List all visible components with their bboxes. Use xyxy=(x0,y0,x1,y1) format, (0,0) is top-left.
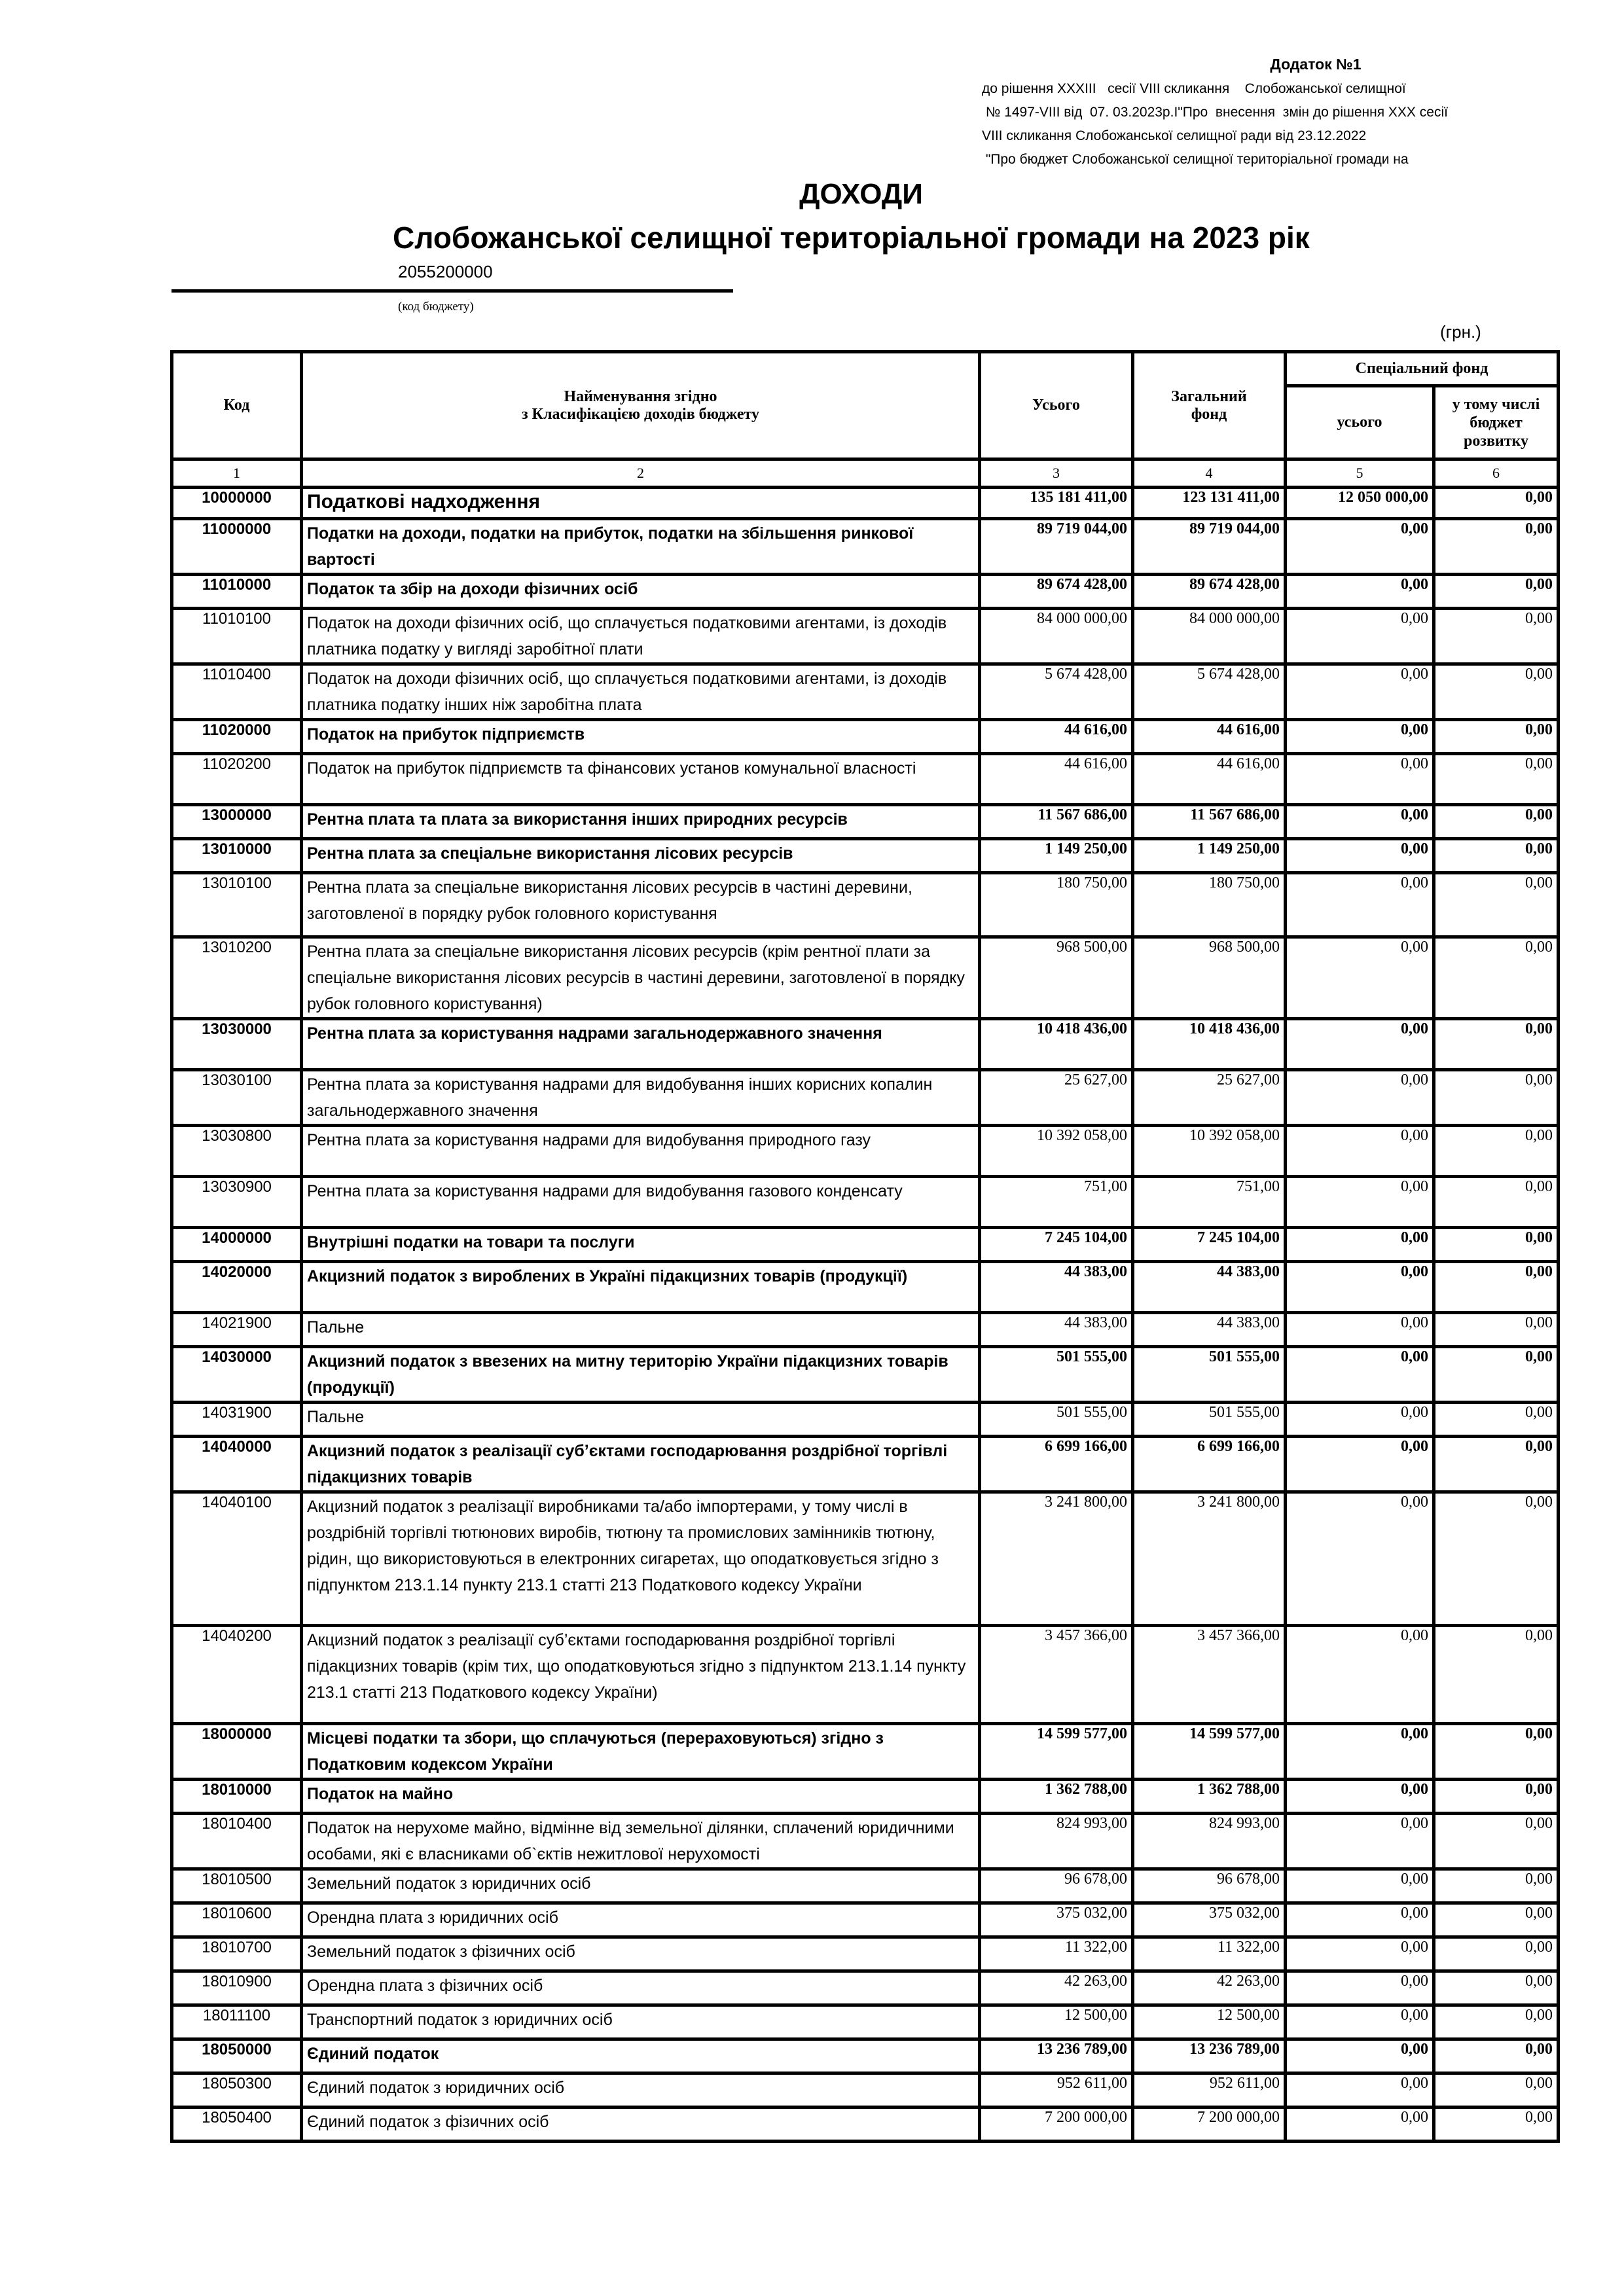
revenue-code: 18010000 xyxy=(172,1780,302,1814)
amount-general-fund: 25 627,00 xyxy=(1133,1070,1286,1126)
amount-total: 824 993,00 xyxy=(980,1814,1133,1869)
amount-general-fund: 1 149 250,00 xyxy=(1133,839,1286,873)
amount-development-budget: 0,00 xyxy=(1434,805,1559,839)
document-subtitle: Слобожанської селищної територіальної громади на 2023 рік xyxy=(393,221,1310,255)
amount-development-budget: 0,00 xyxy=(1434,1347,1559,1403)
revenue-code: 18011100 xyxy=(172,2005,302,2039)
revenue-code: 18050000 xyxy=(172,2039,302,2073)
revenue-name: Акцизний податок з вироблених в Україні підакцизних товарів (продукції) xyxy=(302,1262,980,1313)
amount-total: 1 149 250,00 xyxy=(980,839,1133,873)
amount-total: 12 500,00 xyxy=(980,2005,1133,2039)
revenue-code: 11020200 xyxy=(172,754,302,805)
table-row xyxy=(172,1780,1559,1814)
table-row xyxy=(172,1971,1559,2005)
budget-code-caption: (код бюджету) xyxy=(398,300,474,314)
revenue-code: 11010100 xyxy=(172,609,302,664)
amount-general-fund: 89 674 428,00 xyxy=(1133,575,1286,609)
table-row xyxy=(172,754,1559,805)
revenue-name: Податок на доходи фізичних осіб, що сплачується податковими агентами, із доходів платника податку інших ніж заробітна плата xyxy=(302,664,980,720)
table-row xyxy=(172,1228,1559,1262)
revenue-name: Податок та збір на доходи фізичних осіб xyxy=(302,575,980,609)
amount-special-fund: 0,00 xyxy=(1286,1869,1434,1903)
revenue-name: Земельний податок з фізичних осіб xyxy=(302,1937,980,1971)
revenue-code: 11020000 xyxy=(172,720,302,754)
amount-general-fund: 952 611,00 xyxy=(1133,2073,1286,2108)
table-row xyxy=(172,1313,1559,1347)
amount-total: 135 181 411,00 xyxy=(980,488,1133,519)
header-general-fund-line2: фонд xyxy=(1191,405,1227,423)
amount-general-fund: 11 567 686,00 xyxy=(1133,805,1286,839)
amount-special-fund: 0,00 xyxy=(1286,1903,1434,1937)
amount-total: 7 245 104,00 xyxy=(980,1228,1133,1262)
revenue-code: 11010400 xyxy=(172,664,302,720)
revenue-code: 18010500 xyxy=(172,1869,302,1903)
header-general-fund xyxy=(1133,352,1286,459)
document-title: ДОХОДИ xyxy=(799,178,923,210)
amount-general-fund: 42 263,00 xyxy=(1133,1971,1286,2005)
table-row xyxy=(172,609,1559,664)
amount-development-budget: 0,00 xyxy=(1434,1869,1559,1903)
revenue-code: 11010000 xyxy=(172,575,302,609)
table-row xyxy=(172,1177,1559,1228)
revenue-name: Рентна плата за користування надрами для видобування інших корисних копалин загальнодержавного значення xyxy=(302,1070,980,1126)
amount-special-fund: 0,00 xyxy=(1286,1403,1434,1437)
amount-development-budget: 0,00 xyxy=(1434,1070,1559,1126)
amount-development-budget: 0,00 xyxy=(1434,1126,1559,1177)
amount-special-fund: 0,00 xyxy=(1286,805,1434,839)
amount-special-fund: 0,00 xyxy=(1286,1126,1434,1177)
amount-special-fund: 0,00 xyxy=(1286,609,1434,664)
budget-code-underline xyxy=(171,289,733,293)
header-name-line2: з Класифікацією доходів бюджету xyxy=(522,405,759,423)
table-row xyxy=(172,575,1559,609)
column-number: 2 xyxy=(302,459,980,488)
revenue-table xyxy=(170,350,1560,2143)
revenue-code: 18000000 xyxy=(172,1724,302,1780)
table-row xyxy=(172,2039,1559,2073)
amount-development-budget: 0,00 xyxy=(1434,1492,1559,1626)
amount-general-fund: 1 362 788,00 xyxy=(1133,1780,1286,1814)
amount-general-fund: 751,00 xyxy=(1133,1177,1286,1228)
table-row xyxy=(172,1937,1559,1971)
column-number-row xyxy=(172,459,1559,488)
amount-special-fund: 12 050 000,00 xyxy=(1286,488,1434,519)
revenue-code: 18010400 xyxy=(172,1814,302,1869)
revenue-name: Податок на прибуток підприємств xyxy=(302,720,980,754)
table-row xyxy=(172,1126,1559,1177)
amount-development-budget: 0,00 xyxy=(1434,937,1559,1019)
amount-development-budget: 0,00 xyxy=(1434,2073,1559,2108)
amount-special-fund: 0,00 xyxy=(1286,873,1434,937)
amount-special-fund: 0,00 xyxy=(1286,2073,1434,2108)
amount-total: 3 241 800,00 xyxy=(980,1492,1133,1626)
amount-special-fund: 0,00 xyxy=(1286,575,1434,609)
amount-development-budget: 0,00 xyxy=(1434,575,1559,609)
table-row xyxy=(172,1814,1559,1869)
revenue-name: Податок на нерухоме майно, відмінне від земельної ділянки, сплачений юридичними особами, які є власниками об`єктів нежитлової нерухомості xyxy=(302,1814,980,1869)
amount-total: 751,00 xyxy=(980,1177,1133,1228)
revenue-code: 13030100 xyxy=(172,1070,302,1126)
revenue-code: 13030900 xyxy=(172,1177,302,1228)
revenue-name: Рентна плата за спеціальне використання лісових ресурсів xyxy=(302,839,980,873)
amount-special-fund: 0,00 xyxy=(1286,1780,1434,1814)
amount-special-fund: 0,00 xyxy=(1286,720,1434,754)
column-number: 6 xyxy=(1434,459,1559,488)
revenue-code: 18050400 xyxy=(172,2108,302,2142)
amount-development-budget: 0,00 xyxy=(1434,609,1559,664)
amount-development-budget: 0,00 xyxy=(1434,1780,1559,1814)
amount-development-budget: 0,00 xyxy=(1434,839,1559,873)
amount-development-budget: 0,00 xyxy=(1434,720,1559,754)
revenue-name: Єдиний податок xyxy=(302,2039,980,2073)
table-row xyxy=(172,1070,1559,1126)
amount-general-fund: 14 599 577,00 xyxy=(1133,1724,1286,1780)
header-name xyxy=(302,352,980,459)
table-row xyxy=(172,664,1559,720)
amount-general-fund: 44 616,00 xyxy=(1133,754,1286,805)
amount-total: 25 627,00 xyxy=(980,1070,1133,1126)
revenue-code: 14000000 xyxy=(172,1228,302,1262)
amount-development-budget: 0,00 xyxy=(1434,1437,1559,1492)
annex-line: "Про бюджет Слобожанської селищної територіальної громади на xyxy=(982,152,1409,167)
amount-general-fund: 44 383,00 xyxy=(1133,1262,1286,1313)
amount-special-fund: 0,00 xyxy=(1286,1262,1434,1313)
revenue-name: Орендна плата з юридичних осіб xyxy=(302,1903,980,1937)
revenue-code: 14031900 xyxy=(172,1403,302,1437)
revenue-name: Орендна плата з фізичних осіб xyxy=(302,1971,980,2005)
amount-special-fund: 0,00 xyxy=(1286,1347,1434,1403)
amount-general-fund: 96 678,00 xyxy=(1133,1869,1286,1903)
amount-development-budget: 0,00 xyxy=(1434,664,1559,720)
revenue-name: Акцизний податок з реалізації суб’єктами господарювання роздрібної торгівлі підакцизних товарів (крім тих, що оподатковуються згідно з підпунктом 213.1.14 пункту 213.1 статті 213 Податкового кодексу України) xyxy=(302,1626,980,1724)
amount-total: 10 418 436,00 xyxy=(980,1019,1133,1070)
revenue-code: 14040000 xyxy=(172,1437,302,1492)
amount-general-fund: 7 200 000,00 xyxy=(1133,2108,1286,2142)
amount-general-fund: 11 322,00 xyxy=(1133,1937,1286,1971)
revenue-code: 13030000 xyxy=(172,1019,302,1070)
revenue-code: 13030800 xyxy=(172,1126,302,1177)
amount-general-fund: 7 245 104,00 xyxy=(1133,1228,1286,1262)
amount-general-fund: 13 236 789,00 xyxy=(1133,2039,1286,2073)
header-general-fund-line1: Загальний xyxy=(1171,387,1247,405)
amount-total: 3 457 366,00 xyxy=(980,1626,1133,1724)
revenue-code: 14021900 xyxy=(172,1313,302,1347)
revenue-name: Акцизний податок з реалізації виробниками та/або імпортерами, у тому числі в роздрібній торгівлі тютюнових виробів, тютюну та промислових замінників тютюну, рідин, що використовуються в електронних сигаретах, що оподатковується згідно з підпунктом 213.1.14 пункту 213.1 статті 213 Податкового кодексу України xyxy=(302,1492,980,1626)
revenue-name: Рентна плата за користування надрами для видобування природного газу xyxy=(302,1126,980,1177)
amount-development-budget: 0,00 xyxy=(1434,1814,1559,1869)
amount-total: 84 000 000,00 xyxy=(980,609,1133,664)
revenue-code: 14040200 xyxy=(172,1626,302,1724)
amount-total: 1 362 788,00 xyxy=(980,1780,1133,1814)
amount-total: 6 699 166,00 xyxy=(980,1437,1133,1492)
table-row xyxy=(172,2005,1559,2039)
amount-special-fund: 0,00 xyxy=(1286,1177,1434,1228)
amount-development-budget: 0,00 xyxy=(1434,1971,1559,2005)
revenue-code: 18050300 xyxy=(172,2073,302,2108)
amount-total: 7 200 000,00 xyxy=(980,2108,1133,2142)
table-row xyxy=(172,1403,1559,1437)
header-total: Усього xyxy=(980,352,1133,459)
revenue-code: 13000000 xyxy=(172,805,302,839)
amount-general-fund: 501 555,00 xyxy=(1133,1347,1286,1403)
amount-special-fund: 0,00 xyxy=(1286,1626,1434,1724)
revenue-code: 11000000 xyxy=(172,519,302,575)
amount-special-fund: 0,00 xyxy=(1286,1313,1434,1347)
annex-header xyxy=(982,52,1571,171)
amount-total: 13 236 789,00 xyxy=(980,2039,1133,2073)
table-row xyxy=(172,839,1559,873)
amount-general-fund: 123 131 411,00 xyxy=(1133,488,1286,519)
revenue-name: Пальне xyxy=(302,1313,980,1347)
revenue-name: Єдиний податок з фізичних осіб xyxy=(302,2108,980,2142)
amount-general-fund: 180 750,00 xyxy=(1133,873,1286,937)
amount-total: 11 567 686,00 xyxy=(980,805,1133,839)
amount-general-fund: 824 993,00 xyxy=(1133,1814,1286,1869)
amount-total: 11 322,00 xyxy=(980,1937,1133,1971)
amount-general-fund: 968 500,00 xyxy=(1133,937,1286,1019)
revenue-code: 14030000 xyxy=(172,1347,302,1403)
amount-total: 89 719 044,00 xyxy=(980,519,1133,575)
annex-title: Додаток №1 xyxy=(1270,56,1362,73)
revenue-name: Транспортний податок з юридичних осіб xyxy=(302,2005,980,2039)
revenue-code: 18010700 xyxy=(172,1937,302,1971)
budget-code: 2055200000 xyxy=(398,262,493,281)
amount-total: 952 611,00 xyxy=(980,2073,1133,2108)
amount-total: 96 678,00 xyxy=(980,1869,1133,1903)
table-row xyxy=(172,488,1559,519)
amount-total: 180 750,00 xyxy=(980,873,1133,937)
revenue-code: 14040100 xyxy=(172,1492,302,1626)
amount-development-budget: 0,00 xyxy=(1434,873,1559,937)
amount-total: 968 500,00 xyxy=(980,937,1133,1019)
amount-general-fund: 6 699 166,00 xyxy=(1133,1437,1286,1492)
amount-development-budget: 0,00 xyxy=(1434,1626,1559,1724)
amount-development-budget: 0,00 xyxy=(1434,1177,1559,1228)
amount-total: 44 383,00 xyxy=(980,1313,1133,1347)
annex-line: VIII скликання Слобожанської селищної ради від 23.12.2022 xyxy=(982,128,1367,143)
amount-special-fund: 0,00 xyxy=(1286,1228,1434,1262)
table-row xyxy=(172,1869,1559,1903)
annex-line: № 1497-VIII від 07. 03.2023р.І"Про внесення змін до рішення XXX сесії xyxy=(982,105,1448,120)
revenue-name: Єдиний податок з юридичних осіб xyxy=(302,2073,980,2108)
table-row xyxy=(172,2108,1559,2142)
revenue-name: Рентна плата за спеціальне використання лісових ресурсів в частині деревини, заготовленої в порядку рубок головного користування xyxy=(302,873,980,937)
revenue-name: Місцеві податки та збори, що сплачуються (перераховуються) згідно з Податковим кодексом України xyxy=(302,1724,980,1780)
revenue-code: 14020000 xyxy=(172,1262,302,1313)
table-row xyxy=(172,720,1559,754)
amount-development-budget: 0,00 xyxy=(1434,1228,1559,1262)
amount-general-fund: 3 241 800,00 xyxy=(1133,1492,1286,1626)
table-row xyxy=(172,1262,1559,1313)
amount-special-fund: 0,00 xyxy=(1286,1971,1434,2005)
amount-development-budget: 0,00 xyxy=(1434,1937,1559,1971)
amount-development-budget: 0,00 xyxy=(1434,1403,1559,1437)
table-row xyxy=(172,1492,1559,1626)
amount-total: 42 263,00 xyxy=(980,1971,1133,2005)
amount-general-fund: 10 392 058,00 xyxy=(1133,1126,1286,1177)
amount-general-fund: 44 383,00 xyxy=(1133,1313,1286,1347)
table-row xyxy=(172,519,1559,575)
amount-development-budget: 0,00 xyxy=(1434,1262,1559,1313)
header-name-line1: Найменування згідно xyxy=(564,387,717,405)
table-row xyxy=(172,937,1559,1019)
column-number: 3 xyxy=(980,459,1133,488)
table-row xyxy=(172,1019,1559,1070)
amount-special-fund: 0,00 xyxy=(1286,1437,1434,1492)
revenue-name: Рентна плата за користування надрами загальнодержавного значення xyxy=(302,1019,980,1070)
revenue-name: Акцизний податок з реалізації суб’єктами господарювання роздрібної торгівлі підакцизних товарів xyxy=(302,1437,980,1492)
amount-special-fund: 0,00 xyxy=(1286,839,1434,873)
table-row xyxy=(172,1347,1559,1403)
amount-general-fund: 501 555,00 xyxy=(1133,1403,1286,1437)
amount-development-budget: 0,00 xyxy=(1434,2005,1559,2039)
header-dev-line1: у тому числі xyxy=(1452,395,1540,413)
amount-special-fund: 0,00 xyxy=(1286,1492,1434,1626)
table-row xyxy=(172,805,1559,839)
amount-total: 89 674 428,00 xyxy=(980,575,1133,609)
amount-total: 44 383,00 xyxy=(980,1262,1133,1313)
header-development-budget xyxy=(1434,386,1559,459)
amount-total: 501 555,00 xyxy=(980,1347,1133,1403)
amount-special-fund: 0,00 xyxy=(1286,1070,1434,1126)
revenue-name: Податок на прибуток підприємств та фінансових установ комунальної власності xyxy=(302,754,980,805)
amount-special-fund: 0,00 xyxy=(1286,937,1434,1019)
amount-development-budget: 0,00 xyxy=(1434,1724,1559,1780)
amount-special-fund: 0,00 xyxy=(1286,2108,1434,2142)
header-special-total: усього xyxy=(1286,386,1434,459)
amount-special-fund: 0,00 xyxy=(1286,519,1434,575)
revenue-name: Рентна плата та плата за використання інших природних ресурсів xyxy=(302,805,980,839)
amount-general-fund: 10 418 436,00 xyxy=(1133,1019,1286,1070)
currency-unit: (грн.) xyxy=(1440,322,1481,342)
revenue-name: Податкові надходження xyxy=(302,488,980,519)
amount-special-fund: 0,00 xyxy=(1286,1814,1434,1869)
revenue-code: 13010000 xyxy=(172,839,302,873)
amount-general-fund: 84 000 000,00 xyxy=(1133,609,1286,664)
amount-total: 10 392 058,00 xyxy=(980,1126,1133,1177)
amount-development-budget: 0,00 xyxy=(1434,2108,1559,2142)
revenue-code: 13010100 xyxy=(172,873,302,937)
column-number: 5 xyxy=(1286,459,1434,488)
table-row xyxy=(172,1626,1559,1724)
header-dev-line2: бюджет xyxy=(1470,414,1523,431)
amount-development-budget: 0,00 xyxy=(1434,1019,1559,1070)
amount-development-budget: 0,00 xyxy=(1434,2039,1559,2073)
amount-total: 44 616,00 xyxy=(980,754,1133,805)
amount-general-fund: 89 719 044,00 xyxy=(1133,519,1286,575)
revenue-name: Рентна плата за користування надрами для видобування газового конденсату xyxy=(302,1177,980,1228)
revenue-name: Рентна плата за спеціальне використання лісових ресурсів (крім рентної плати за спеціальне використання лісових ресурсів в частині деревини, заготовленої в порядку рубок головного користування) xyxy=(302,937,980,1019)
revenue-name: Внутрішні податки на товари та послуги xyxy=(302,1228,980,1262)
amount-development-budget: 0,00 xyxy=(1434,488,1559,519)
amount-special-fund: 0,00 xyxy=(1286,1019,1434,1070)
amount-general-fund: 44 616,00 xyxy=(1133,720,1286,754)
table-row xyxy=(172,1724,1559,1780)
amount-total: 375 032,00 xyxy=(980,1903,1133,1937)
revenue-name: Пальне xyxy=(302,1403,980,1437)
annex-line: до рішення XXXIII сесії VIII скликання Слобожанської селищної xyxy=(982,81,1406,96)
revenue-code: 18010600 xyxy=(172,1903,302,1937)
amount-development-budget: 0,00 xyxy=(1434,519,1559,575)
revenue-name: Податки на доходи, податки на прибуток, податки на збільшення ринкової вартості xyxy=(302,519,980,575)
amount-special-fund: 0,00 xyxy=(1286,754,1434,805)
amount-special-fund: 0,00 xyxy=(1286,2039,1434,2073)
amount-general-fund: 3 457 366,00 xyxy=(1133,1626,1286,1724)
table-row xyxy=(172,2073,1559,2108)
amount-general-fund: 5 674 428,00 xyxy=(1133,664,1286,720)
table-row xyxy=(172,1903,1559,1937)
amount-special-fund: 0,00 xyxy=(1286,664,1434,720)
column-number: 4 xyxy=(1133,459,1286,488)
revenue-name: Податок на майно xyxy=(302,1780,980,1814)
revenue-name: Земельний податок з юридичних осіб xyxy=(302,1869,980,1903)
header-special-fund: Спеціальний фонд xyxy=(1286,352,1559,386)
amount-development-budget: 0,00 xyxy=(1434,1313,1559,1347)
amount-special-fund: 0,00 xyxy=(1286,2005,1434,2039)
amount-total: 14 599 577,00 xyxy=(980,1724,1133,1780)
header-dev-line3: розвитку xyxy=(1463,432,1529,450)
revenue-name: Акцизний податок з ввезених на митну територію України підакцизних товарів (продукції) xyxy=(302,1347,980,1403)
revenue-code: 13010200 xyxy=(172,937,302,1019)
table-row xyxy=(172,873,1559,937)
amount-development-budget: 0,00 xyxy=(1434,1903,1559,1937)
table-row xyxy=(172,1437,1559,1492)
amount-total: 5 674 428,00 xyxy=(980,664,1133,720)
revenue-code: 10000000 xyxy=(172,488,302,519)
amount-general-fund: 375 032,00 xyxy=(1133,1903,1286,1937)
revenue-name: Податок на доходи фізичних осіб, що сплачується податковими агентами, із доходів платника податку у вигляді заробітної плати xyxy=(302,609,980,664)
column-number: 1 xyxy=(172,459,302,488)
revenue-code: 18010900 xyxy=(172,1971,302,2005)
amount-special-fund: 0,00 xyxy=(1286,1937,1434,1971)
amount-general-fund: 12 500,00 xyxy=(1133,2005,1286,2039)
amount-special-fund: 0,00 xyxy=(1286,1724,1434,1780)
amount-total: 44 616,00 xyxy=(980,720,1133,754)
amount-total: 501 555,00 xyxy=(980,1403,1133,1437)
amount-development-budget: 0,00 xyxy=(1434,754,1559,805)
header-code: Код xyxy=(172,352,302,459)
